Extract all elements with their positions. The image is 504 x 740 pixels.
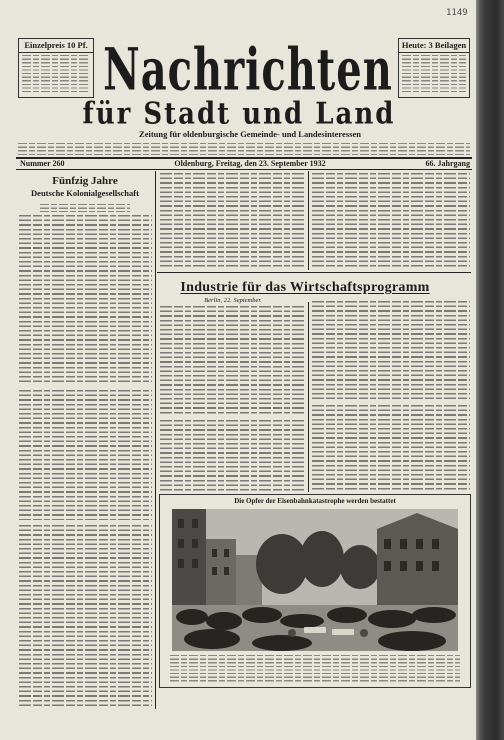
issue-volume: 66. Jahrgang — [425, 159, 470, 168]
issue-number: Nummer 260 — [20, 159, 65, 168]
industry-body-text-right — [312, 405, 470, 492]
masthead-subtitle: Zeitung für oldenburgische Gemeinde- und Landesinteressen — [139, 129, 361, 139]
price-box-title: Einzelpreis 10 Pf. — [19, 39, 93, 53]
colonial-headline-1: Fünfzig Jahre — [52, 175, 118, 187]
book-binding-edge — [476, 0, 504, 740]
funeral-procession-photo — [172, 509, 458, 651]
industry-body-text — [160, 420, 305, 492]
issue-place-date: Oldenburg, Freitag, den 23. September 1932 — [174, 159, 326, 168]
supplements-box-text — [402, 55, 466, 93]
archive-stamp-number: 1149 — [446, 8, 468, 18]
masthead-title-line-2: für Stadt und Land — [82, 97, 396, 132]
masthead-rule-bottom — [16, 169, 472, 170]
colonial-headline-2: Deutsche Kolonialgesellschaft — [31, 188, 139, 198]
photo-feature-headline: Die Opfer der Eisenbahnkatastrophe werden bestattet — [234, 497, 396, 505]
masthead-title: Nachrichten — [103, 36, 393, 105]
colonial-author-line — [40, 204, 130, 212]
industry-headline: Industrie für das Wirtschaftsprogramm — [180, 280, 430, 295]
column-rule-left — [155, 171, 156, 709]
price-box-text — [22, 55, 90, 93]
section-rule-industry — [157, 272, 471, 273]
colonial-body-text — [19, 215, 152, 385]
colonial-body-text — [19, 390, 152, 520]
publisher-info-text — [18, 143, 470, 156]
upper-right-body-text — [312, 173, 470, 268]
industry-body-text — [160, 306, 305, 416]
column-rule-right-upper — [308, 171, 309, 270]
colonial-body-text — [19, 525, 152, 707]
supplements-box — [398, 38, 470, 98]
price-box — [18, 38, 94, 98]
photo-caption-text — [170, 655, 460, 683]
industry-body-text-right — [312, 301, 470, 401]
supplements-box-title: Heute: 3 Beilagen — [399, 39, 469, 53]
industry-dateline: Berlin, 22. September. — [204, 297, 262, 304]
upper-middle-body-text — [160, 173, 305, 268]
column-rule-right-lower — [308, 302, 309, 492]
